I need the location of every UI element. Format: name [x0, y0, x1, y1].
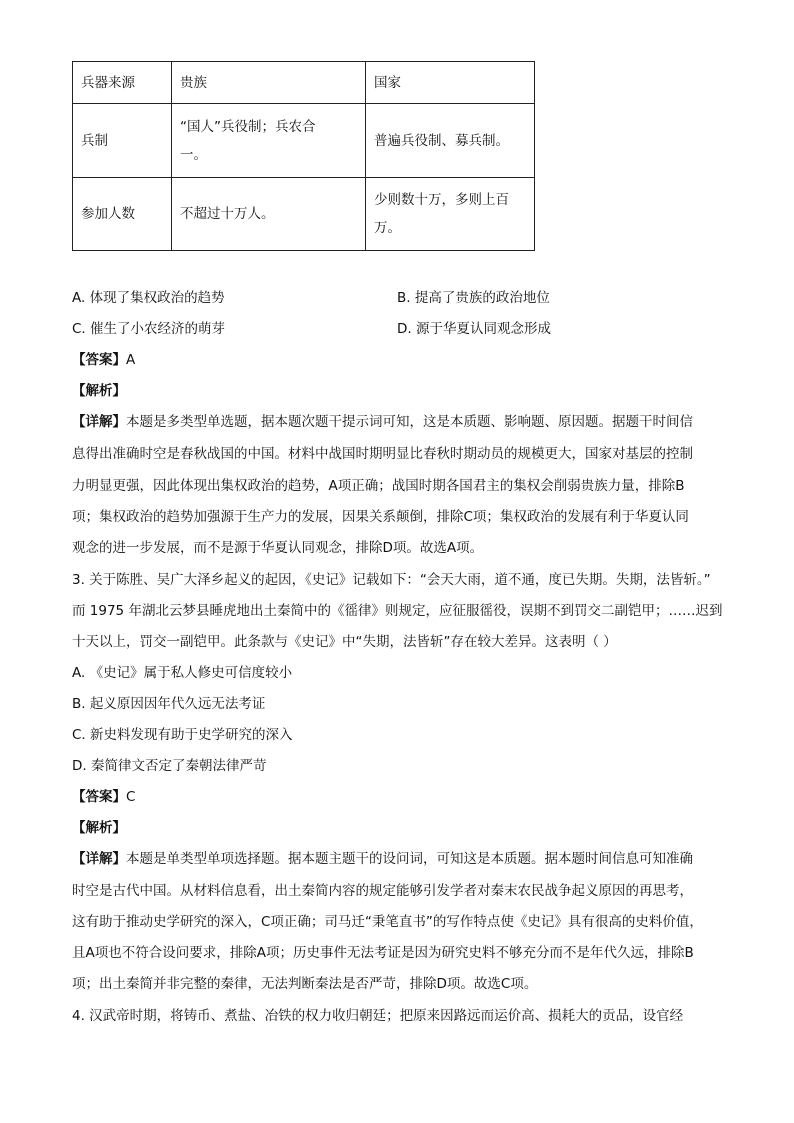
- q2-option-d: D. 源于华夏认同观念形成: [397, 321, 551, 337]
- q2-detail-line: 项；集权政治的趋势加强源于生产力的发展，因果关系颠倒，排除C项；集权政治的发展有利于华夏认同: [72, 509, 689, 525]
- q3-option-a: A. 《史记》属于私人修史可信度较小: [72, 665, 293, 681]
- table-cell: 兵器来源: [73, 62, 172, 104]
- q3-detail-line: 这有助于推动史学研究的深入，C项正确；司马迁“秉笔直书”的写作特点使《史记》具有很高的史料价值，: [72, 914, 703, 930]
- answer-value: A: [126, 352, 136, 368]
- answer-tag: 【答案】: [72, 352, 126, 368]
- q3-stem-line: 十天以上，罚交一副铠甲。此条款与《史记》中“失期，法皆斩”存在较大差异。这表明（ ）: [72, 634, 617, 650]
- table-cell: 普遍兵役制、募兵制。: [366, 104, 535, 178]
- q3-stem-line: 而 1975 年湖北云梦县睡虎地出土秦简中的《徭律》则规定，应征服徭役，误期不到罚交二副铠甲；……迟到: [72, 603, 723, 619]
- table-row: [73, 104, 535, 178]
- q2-answer: [72, 350, 135, 370]
- q3-stem-line: 3. 关于陈胜、吴广大泽乡起义的起因，《史记》记载如下：“会天大雨，道不通，度已失期。失期，法皆斩。”: [72, 572, 711, 588]
- q2-detail-line: [72, 412, 693, 432]
- cell-line: “国人”兵役制；兵农合: [180, 118, 316, 135]
- q3-answer: [72, 787, 135, 807]
- table-cell: [172, 104, 366, 178]
- q3-option-d: D. 秦简律文否定了秦朝法律严苛: [72, 758, 267, 774]
- q2-option-a: A. 体现了集权政治的趋势: [72, 290, 225, 306]
- table-row: [73, 62, 535, 104]
- q3-option-c: C. 新史料发现有助于史学研究的深入: [72, 727, 293, 743]
- table-row: [73, 178, 535, 251]
- q2-analysis-tag: 【解析】: [72, 383, 126, 399]
- q4-stem-line: 4. 汉武帝时期，将铸币、煮盐、冶铁的权力收归朝廷；把原来因路远而运价高、损耗大的贡品，设官经: [72, 1008, 684, 1024]
- q3-detail-line: 时空是古代中国。从材料信息看，出土秦简内容的规定能够引发学者对秦末农民战争起义原因的再思考，: [72, 883, 693, 899]
- q3-detail-line: 且A项也不符合设问要求，排除A项；历史事件无法考证是因为研究史料不够充分而不是年代久远，排除B: [72, 945, 694, 961]
- answer-value: C: [126, 789, 136, 805]
- q3-analysis-tag: 【解析】: [72, 820, 126, 836]
- detail-tag: 【详解】: [72, 851, 126, 867]
- q2-detail-line: 观念的进一步发展，而不是源于华夏认同观念，排除D项。故选A项。: [72, 540, 484, 556]
- q2-option-c: C. 催生了小农经济的萌芽: [72, 321, 226, 337]
- table-cell: 兵制: [73, 104, 172, 178]
- cell-line: 万。: [374, 220, 401, 236]
- detail-tag: 【详解】: [72, 414, 126, 430]
- military-comparison-table: [72, 61, 535, 251]
- table-cell: [366, 178, 535, 251]
- q3-detail-line: 项；出土秦简并非完整的秦律，无法判断秦法是否严苛，排除D项。故选C项。: [72, 976, 538, 992]
- q3-option-b: B. 起义原因因年代久远无法考证: [72, 696, 266, 712]
- q2-option-b: B. 提高了贵族的政治地位: [397, 290, 550, 306]
- detail-text: 本题是多类型单选题，据本题次题干提示词可知，这是本质题、影响题、原因题。据题干时间信: [126, 414, 693, 430]
- table-cell: 不超过十万人。: [172, 178, 366, 251]
- table-cell: 贵族: [172, 62, 366, 104]
- cell-line: 少则数十万，多则上百: [374, 192, 509, 208]
- table-cell: 参加人数: [73, 178, 172, 251]
- cell-line: 一。: [180, 146, 207, 163]
- q2-detail-line: 力明显更强，因此体现出集权政治的趋势，A项正确；战国时期各国君主的集权会削弱贵族力量，排除B: [72, 478, 685, 494]
- answer-tag: 【答案】: [72, 789, 126, 805]
- q3-detail-line: [72, 849, 693, 869]
- table-cell: 国家: [366, 62, 535, 104]
- detail-text: 本题是单类型单项选择题。据本题主题干的设问词，可知这是本质题。据本题时间信息可知准确: [126, 851, 693, 867]
- q2-detail-line: 息得出准确时空是春秋战国的中国。材料中战国时期明显比春秋时期动员的规模更大，国家对基层的控制: [72, 446, 693, 462]
